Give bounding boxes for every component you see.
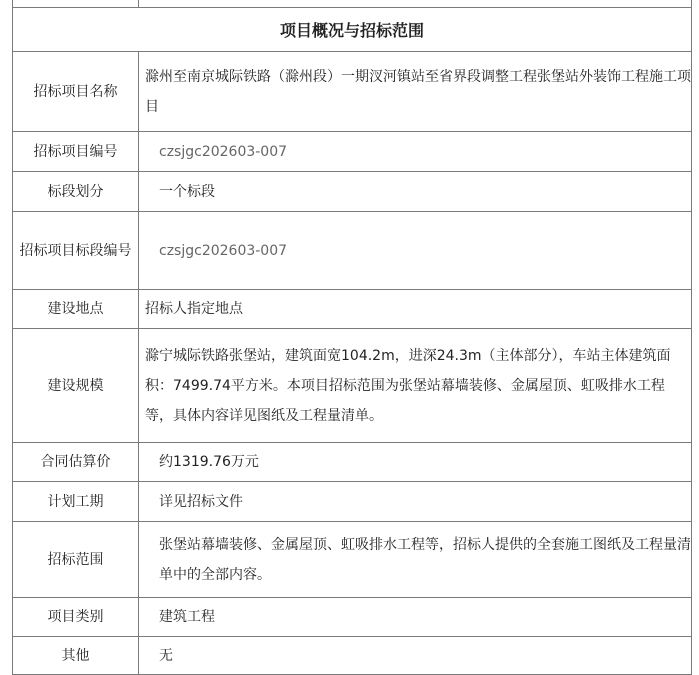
row-label-scale: 建设规模 — [13, 329, 139, 443]
table-row — [13, 522, 692, 598]
row-label-project-name: 招标项目名称 — [13, 52, 139, 132]
row-value-section-division: 一个标段 — [139, 172, 692, 212]
row-label-scope: 招标范围 — [13, 522, 139, 598]
table-row — [13, 637, 692, 675]
row-label-other: 其他 — [13, 637, 139, 675]
row-value-section-number: czsjgc202603-007 — [139, 212, 692, 290]
row-label-location: 建设地点 — [13, 290, 139, 329]
row-label-estimated-price: 合同估算价 — [13, 443, 139, 482]
row-value-other: 无 — [139, 637, 692, 675]
project-overview-table — [12, 0, 692, 675]
table-row — [13, 482, 692, 522]
row-value-scale: 滁宁城际铁路张堡站，建筑面宽104.2m，进深24.3m（主体部分），车站主体建筑面积：7499.74平方米。本项目招标范围为张堡站幕墙装修、金属屋顶、虹吸排水工程等，具体内容详见图纸及工程量清单。 — [139, 329, 692, 443]
table-row — [13, 132, 692, 172]
table-row — [13, 212, 692, 290]
row-label-section-number: 招标项目标段编号 — [13, 212, 139, 290]
row-value-category: 建筑工程 — [139, 598, 692, 637]
row-label-category: 项目类别 — [13, 598, 139, 637]
table-row — [13, 52, 692, 132]
top-cut-row — [13, 0, 692, 8]
top-cut-cell-left — [13, 0, 139, 8]
top-cut-cell-right — [139, 0, 692, 8]
project-table-wrapper — [12, 0, 692, 675]
table-row — [13, 443, 692, 482]
row-label-schedule: 计划工期 — [13, 482, 139, 522]
row-label-section-division: 标段划分 — [13, 172, 139, 212]
row-value-estimated-price: 约1319.76万元 — [139, 443, 692, 482]
table-row — [13, 329, 692, 443]
table-row — [13, 598, 692, 637]
row-value-schedule: 详见招标文件 — [139, 482, 692, 522]
title-row — [13, 8, 692, 52]
table-title: 项目概况与招标范围 — [13, 8, 692, 52]
row-label-project-number: 招标项目编号 — [13, 132, 139, 172]
table-row — [13, 172, 692, 212]
row-value-project-name: 滁州至南京城际铁路（滁州段）一期汊河镇站至省界段调整工程张堡站外装饰工程施工项目 — [139, 52, 692, 132]
table-row — [13, 290, 692, 329]
row-value-scope: 张堡站幕墙装修、金属屋顶、虹吸排水工程等，招标人提供的全套施工图纸及工程量清单中的全部内容。 — [139, 522, 692, 598]
row-value-project-number: czsjgc202603-007 — [139, 132, 692, 172]
row-value-location: 招标人指定地点 — [139, 290, 692, 329]
